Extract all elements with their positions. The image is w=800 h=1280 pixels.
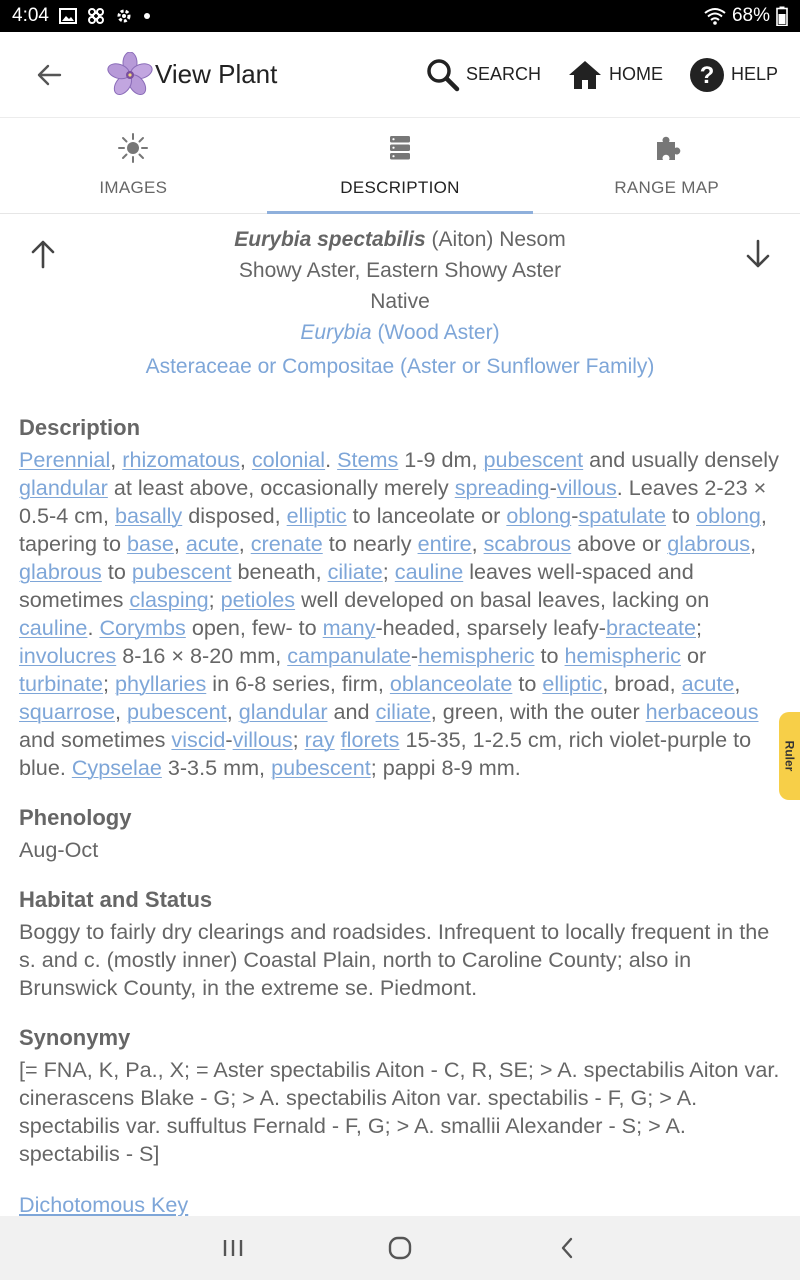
phenology-heading: Phenology: [19, 805, 132, 830]
sun-burst-icon: [117, 132, 149, 164]
description-text-run: -: [549, 475, 557, 500]
glossary-link[interactable]: acute: [185, 531, 239, 556]
description-text-run: .: [325, 447, 338, 472]
description-text-run: , green, with the outer: [430, 699, 646, 724]
description-text-run: ,: [173, 531, 186, 556]
description-text-run: and: [327, 699, 376, 724]
glossary-link[interactable]: base: [127, 531, 174, 556]
tab-description-label: DESCRIPTION: [340, 178, 460, 197]
description-text-run: ,: [115, 699, 128, 724]
glossary-link[interactable]: clasping: [129, 587, 209, 612]
description-text-run: to lanceolate or: [346, 503, 507, 528]
glossary-link[interactable]: bracteate: [605, 615, 696, 640]
back-nav-button[interactable]: [537, 1223, 597, 1273]
glossary-link[interactable]: involucres: [19, 643, 117, 668]
description-text-run: ,: [110, 447, 123, 472]
description-text-run: or: [680, 643, 707, 668]
description-text-run: -headed, sparsely leafy-: [375, 615, 606, 640]
arrow-down-icon: [745, 239, 771, 269]
description-text-run: 8-16 × 8-20 mm,: [116, 643, 288, 668]
genus-link[interactable]: [19, 317, 781, 348]
glossary-link[interactable]: squarrose: [19, 699, 116, 724]
description-text-run: ;: [103, 671, 116, 696]
description-text-run: ;: [382, 559, 395, 584]
common-names: Showy Aster, Eastern Showy Aster: [238, 259, 562, 282]
description-text-run: ;: [696, 615, 702, 640]
glossary-link[interactable]: Corymbs: [99, 615, 186, 640]
glossary-link[interactable]: glandular: [19, 475, 108, 500]
glossary-link[interactable]: herbaceous: [645, 699, 759, 724]
description-text-run: to: [534, 643, 565, 668]
search-label: SEARCH: [465, 64, 541, 84]
svg-text:?: ?: [699, 61, 715, 89]
content-scroll[interactable]: [0, 214, 800, 1216]
glossary-link[interactable]: hemispheric: [418, 643, 535, 668]
ruler-tab[interactable]: [779, 712, 800, 800]
description-text-run: ,: [239, 447, 252, 472]
description-text-run: -: [410, 643, 419, 668]
habitat-heading: Habitat and Status: [19, 887, 213, 912]
recent-apps-button[interactable]: [203, 1223, 263, 1273]
glossary-link[interactable]: phyllaries: [115, 671, 207, 696]
glossary-link[interactable]: pubescent: [127, 699, 227, 724]
description-text-run: to nearly: [322, 531, 418, 556]
glossary-link[interactable]: oblong: [696, 503, 761, 528]
tab-images[interactable]: [0, 118, 267, 213]
tab-range-map[interactable]: [533, 118, 800, 213]
glossary-link[interactable]: spatulate: [578, 503, 667, 528]
family-link[interactable]: Asteraceae or Compositae (Aster or Sunflower Family): [145, 355, 655, 378]
glossary-link[interactable]: ray: [304, 727, 335, 752]
description-text-run: , broad,: [602, 671, 682, 696]
description-text-run: in 6-8 series, firm,: [206, 671, 390, 696]
description-text-run: to: [101, 559, 132, 584]
glossary-link[interactable]: pubescent: [271, 755, 371, 780]
description-text-run: ,: [471, 531, 484, 556]
home-button[interactable]: [567, 59, 663, 91]
glossary-link[interactable]: cauline: [19, 615, 88, 640]
chevron-left-icon: [559, 1236, 575, 1260]
glossary-link[interactable]: pubescent: [483, 447, 584, 472]
tab-images-label: IMAGES: [99, 178, 168, 197]
description-text-run: 15-35, 1-2.5 cm, rich violet-purple to blue.: [19, 727, 752, 780]
dichotomous-key-link[interactable]: Dichotomous Key: [19, 1192, 189, 1216]
pinwheel-notification-icon: [87, 7, 105, 25]
genus-common-name: (Wood Aster): [377, 321, 500, 344]
list-stack-icon: [389, 135, 411, 161]
glossary-link[interactable]: scabrous: [483, 531, 572, 556]
description-text-run: beneath,: [231, 559, 328, 584]
description-text-run: ,: [238, 531, 251, 556]
description-text-run: 1-9 dm,: [398, 447, 484, 472]
glossary-link[interactable]: crenate: [250, 531, 323, 556]
description-text-run: . Leaves 2-23 × 0.5-4 cm,: [19, 475, 767, 528]
description-text-run: leaves well-spaced and sometimes: [19, 559, 694, 612]
glossary-link[interactable]: many: [322, 615, 376, 640]
image-notification-icon: [59, 8, 77, 24]
description-text-run: above or: [571, 531, 668, 556]
glossary-link[interactable]: Stems: [337, 447, 399, 472]
back-button[interactable]: [21, 47, 77, 103]
glossary-link[interactable]: Perennial: [19, 447, 111, 472]
glossary-link[interactable]: acute: [681, 671, 735, 696]
glossary-link[interactable]: elliptic: [542, 671, 603, 696]
plant-header: [19, 214, 781, 384]
home-circle-icon: [388, 1236, 412, 1260]
description-text: [19, 446, 781, 782]
glossary-link[interactable]: Cypselae: [71, 755, 162, 780]
glossary-link[interactable]: petioles: [220, 587, 296, 612]
native-status: Native: [370, 290, 430, 313]
app-bar: [0, 32, 800, 118]
synonymy-text: [= FNA, K, Pa., X; = Aster spectabilis Aiton - C, R, SE; > A. spectabilis Aiton var. cinerascens Blake - G; > A. spectabilis Aiton var. spectabilis - F, G; > A. spectabilis var. suffultus Fernald - F, G; > A. smallii Alexander - S; > A. spectabilis - S]: [19, 1057, 780, 1166]
glossary-link[interactable]: ciliate: [327, 559, 383, 584]
description-text-run: to: [512, 671, 543, 696]
battery-icon: [776, 6, 788, 26]
description-text-run: ; pappi 8-9 mm.: [370, 755, 521, 780]
help-icon: [689, 57, 725, 93]
scientific-name-line: [19, 224, 781, 255]
description-text-run: and usually densely: [583, 447, 779, 472]
description-text-run: ,: [750, 531, 757, 556]
glossary-link[interactable]: basally: [115, 503, 183, 528]
description-text-run: ;: [292, 727, 305, 752]
description-text-run: ,: [226, 699, 239, 724]
battery-percent: 68%: [731, 5, 770, 26]
description-text-run: 3-3.5 mm,: [161, 755, 272, 780]
glossary-link[interactable]: hemispheric: [564, 643, 681, 668]
home-label: HOME: [608, 64, 663, 84]
puzzle-piece-icon: [653, 134, 681, 162]
wifi-icon: [704, 7, 726, 25]
glossary-link[interactable]: oblong: [506, 503, 572, 528]
glossary-link[interactable]: oblanceolate: [389, 671, 513, 696]
scientific-name: Eurybia spectabilis: [234, 228, 426, 251]
description-heading: Description: [19, 415, 141, 440]
habitat-text: Boggy to fairly dry clearings and roadsides. Infrequent to locally frequent in the s. and c. (mostly inner) Coastal Plain, north to Caroline County; also in Brunswick County, in the extreme se. Piedmont.: [19, 919, 770, 1000]
home-nav-button[interactable]: [370, 1223, 430, 1273]
app-title: View Plant: [155, 59, 278, 89]
glossary-link[interactable]: entire: [417, 531, 472, 556]
description-text-run: ;: [208, 587, 221, 612]
tab-range-map-label: RANGE MAP: [614, 178, 720, 197]
description-text-run: and sometimes: [19, 727, 172, 752]
home-icon: [567, 59, 603, 91]
arrow-up-icon: [30, 239, 56, 269]
status-bar: [0, 0, 800, 32]
glossary-link[interactable]: glabrous: [19, 559, 102, 584]
glossary-link[interactable]: pubescent: [131, 559, 232, 584]
ruler-label: Ruler: [782, 740, 797, 772]
help-button[interactable]: [689, 57, 778, 93]
glossary-link[interactable]: rhizomatous: [122, 447, 240, 472]
tab-bar: [0, 118, 800, 214]
description-text-run: disposed,: [182, 503, 287, 528]
system-nav-bar: [0, 1216, 800, 1280]
glossary-link[interactable]: colonial: [251, 447, 326, 472]
glossary-link[interactable]: glabrous: [667, 531, 751, 556]
arrow-left-icon: [36, 63, 62, 87]
glossary-link[interactable]: florets: [340, 727, 400, 752]
glossary-link[interactable]: elliptic: [286, 503, 347, 528]
status-time: 4:04: [12, 5, 49, 26]
description-text-run: ,: [734, 671, 741, 696]
glossary-link[interactable]: ciliate: [375, 699, 431, 724]
search-button[interactable]: [426, 58, 541, 92]
glossary-link[interactable]: cauline: [394, 559, 464, 584]
glossary-link[interactable]: campanulate: [287, 643, 411, 668]
description-text-run: open, few- to: [185, 615, 323, 640]
tab-description[interactable]: [267, 118, 534, 213]
flower-logo-icon: [107, 52, 153, 98]
description-text-run: at least above, occasionally merely: [107, 475, 455, 500]
glossary-link[interactable]: villous: [232, 727, 293, 752]
description-text-run: -: [571, 503, 579, 528]
help-label: HELP: [730, 64, 778, 84]
recent-apps-icon: [221, 1238, 245, 1258]
description-text-run: -: [225, 727, 233, 752]
glossary-link[interactable]: viscid: [171, 727, 226, 752]
glossary-link[interactable]: turbinate: [19, 671, 104, 696]
authority: (Aiton) Nesom: [431, 228, 566, 251]
notification-dot-icon: [143, 12, 151, 20]
description-text-run: , tapering to: [19, 503, 767, 556]
phenology-text: Aug-Oct: [19, 837, 99, 862]
glossary-link[interactable]: glandular: [238, 699, 328, 724]
description-text-run: .: [87, 615, 100, 640]
genus-name: Eurybia: [300, 321, 372, 344]
settings-gear-icon: [115, 7, 133, 25]
previous-plant-button[interactable]: [23, 234, 63, 274]
description-text-run: well developed on basal leaves, lacking on: [295, 587, 710, 612]
search-icon: [426, 58, 460, 92]
glossary-link[interactable]: spreading: [454, 475, 550, 500]
description-text-run: to: [666, 503, 697, 528]
glossary-link[interactable]: villous: [556, 475, 617, 500]
synonymy-heading: Synonymy: [19, 1025, 131, 1050]
next-plant-button[interactable]: [738, 234, 778, 274]
